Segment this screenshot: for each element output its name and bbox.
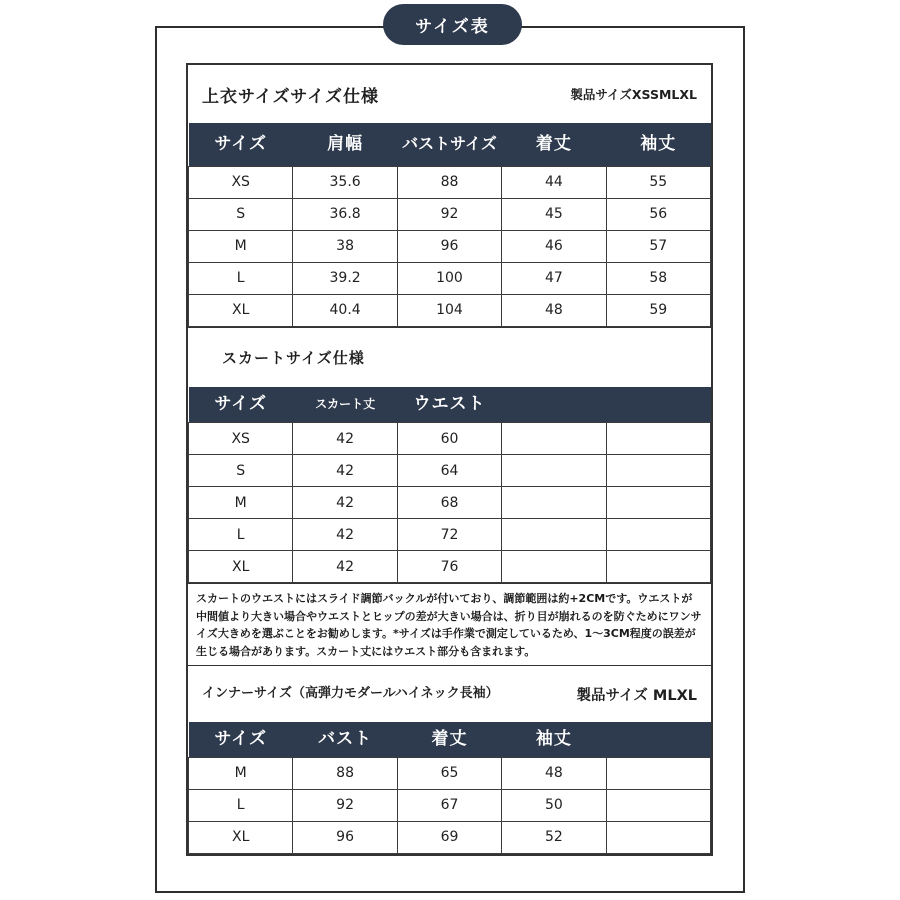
table-cell: S: [189, 455, 293, 487]
table-cell: M: [189, 487, 293, 519]
column-header-bust-size: バストサイズ: [402, 134, 497, 154]
table-cell: L: [189, 519, 293, 551]
section-title-tops: 上衣サイズサイズ仕様: [202, 86, 379, 107]
table-cell: 104: [397, 294, 501, 326]
product-size-label-inner: 製品サイズ MLXL: [576, 687, 697, 704]
table-cell: [502, 423, 606, 455]
inner-size-table: [188, 722, 711, 854]
skirt-size-table: [188, 387, 711, 584]
table-cell: 42: [293, 519, 397, 551]
table-row: [189, 230, 711, 262]
inner-table-header-row: [189, 722, 711, 757]
table-cell: 35.6: [293, 166, 397, 198]
table-row: [189, 455, 711, 487]
column-header-size: サイズ: [214, 133, 268, 154]
table-cell: 38: [293, 230, 397, 262]
table-cell: 58: [606, 262, 710, 294]
section-header-tops: [188, 65, 711, 123]
table-cell: 56: [606, 198, 710, 230]
table-cell: 69: [397, 821, 501, 853]
table-cell: XL: [189, 294, 293, 326]
table-cell: 64: [397, 455, 501, 487]
tops-table-header-row: [189, 123, 711, 166]
table-row: [189, 821, 711, 853]
table-cell: XS: [189, 423, 293, 455]
tops-size-table: [188, 123, 711, 327]
table-cell: 57: [606, 230, 710, 262]
table-cell: 59: [606, 294, 710, 326]
table-row: [189, 757, 711, 789]
table-cell: 42: [293, 487, 397, 519]
table-cell: M: [189, 230, 293, 262]
table-cell: 48: [502, 294, 606, 326]
table-cell: 72: [397, 519, 501, 551]
table-cell: 40.4: [293, 294, 397, 326]
table-row: [189, 423, 711, 455]
table-cell: 42: [293, 551, 397, 583]
table-cell: XL: [189, 551, 293, 583]
column-header-bust: バスト: [318, 728, 373, 749]
table-cell: 96: [293, 821, 397, 853]
column-header-body-length: 着丈: [535, 133, 572, 154]
section-title-inner: インナーサイズ（高弾力モダールハイネック長袖）: [202, 686, 499, 702]
table-cell: 65: [397, 757, 501, 789]
section-header-skirt: [188, 327, 711, 387]
table-cell: 88: [293, 757, 397, 789]
column-header-waist: ウエスト: [413, 393, 486, 414]
table-cell: [606, 551, 710, 583]
column-header-body-length: 着丈: [431, 728, 468, 749]
table-cell: [606, 519, 710, 551]
table-cell: 55: [606, 166, 710, 198]
table-cell: [502, 455, 606, 487]
column-header-size: サイズ: [214, 393, 268, 414]
skirt-table-header-row: [189, 387, 711, 423]
table-cell: L: [189, 789, 293, 821]
table-cell: 52: [502, 821, 606, 853]
table-cell: [502, 551, 606, 583]
table-cell: 50: [502, 789, 606, 821]
table-row: [189, 519, 711, 551]
size-chart-badge: サイズ表: [383, 4, 522, 45]
table-row: [189, 166, 711, 198]
column-header-sleeve-length: 袖丈: [535, 728, 572, 749]
table-cell: [606, 789, 710, 821]
table-cell: 42: [293, 455, 397, 487]
table-cell: 46: [502, 230, 606, 262]
table-cell: 68: [397, 487, 501, 519]
column-header-shoulder-width: 肩幅: [327, 133, 364, 154]
table-cell: 76: [397, 551, 501, 583]
column-header-sleeve-length: 袖丈: [640, 133, 677, 154]
table-row: [189, 487, 711, 519]
table-cell: [606, 455, 710, 487]
table-row: [189, 198, 711, 230]
table-cell: [606, 757, 710, 789]
table-cell: [606, 423, 710, 455]
table-cell: [606, 821, 710, 853]
table-cell: 92: [293, 789, 397, 821]
product-size-label-tops: 製品サイズXSSMLXL: [570, 87, 697, 102]
table-cell: 100: [397, 262, 501, 294]
table-cell: 42: [293, 423, 397, 455]
table-cell: 47: [502, 262, 606, 294]
table-cell: 44: [502, 166, 606, 198]
column-header-empty: [606, 387, 710, 423]
table-cell: [606, 487, 710, 519]
table-cell: 67: [397, 789, 501, 821]
table-cell: 48: [502, 757, 606, 789]
table-row: [189, 789, 711, 821]
table-cell: [502, 487, 606, 519]
table-cell: XL: [189, 821, 293, 853]
table-cell: M: [189, 757, 293, 789]
skirt-waist-note: スカートのウエストにはスライド調節バックルが付いており、調節範囲は約+2CMです。ウエストが中間値より大きい場合やウエストとヒップの差が大きい場合は、折り目が崩れるのを防ぐためにワンサイズ大きめを選ぶことをお勧めします。*サイズは手作業で測定しているため、1～3CM程度の誤差が生じる場合があります。スカート丈にはウエスト部分も含まれます。: [188, 583, 711, 665]
table-cell: 96: [397, 230, 501, 262]
table-cell: S: [189, 198, 293, 230]
table-row: [189, 551, 711, 583]
size-chart-content: [186, 63, 713, 856]
section-title-skirt: スカートサイズ仕様: [222, 348, 365, 367]
table-cell: 92: [397, 198, 501, 230]
column-header-empty: [606, 722, 710, 757]
table-cell: 60: [397, 423, 501, 455]
table-row: [189, 294, 711, 326]
table-row: [189, 262, 711, 294]
table-cell: 88: [397, 166, 501, 198]
table-cell: 39.2: [293, 262, 397, 294]
table-cell: L: [189, 262, 293, 294]
column-header-empty: [502, 387, 606, 423]
table-cell: 45: [502, 198, 606, 230]
column-header-size: サイズ: [214, 728, 268, 749]
table-cell: XS: [189, 166, 293, 198]
section-header-inner: [188, 665, 711, 722]
table-cell: 36.8: [293, 198, 397, 230]
column-header-skirt-length: スカート丈: [315, 396, 376, 411]
table-cell: [502, 519, 606, 551]
